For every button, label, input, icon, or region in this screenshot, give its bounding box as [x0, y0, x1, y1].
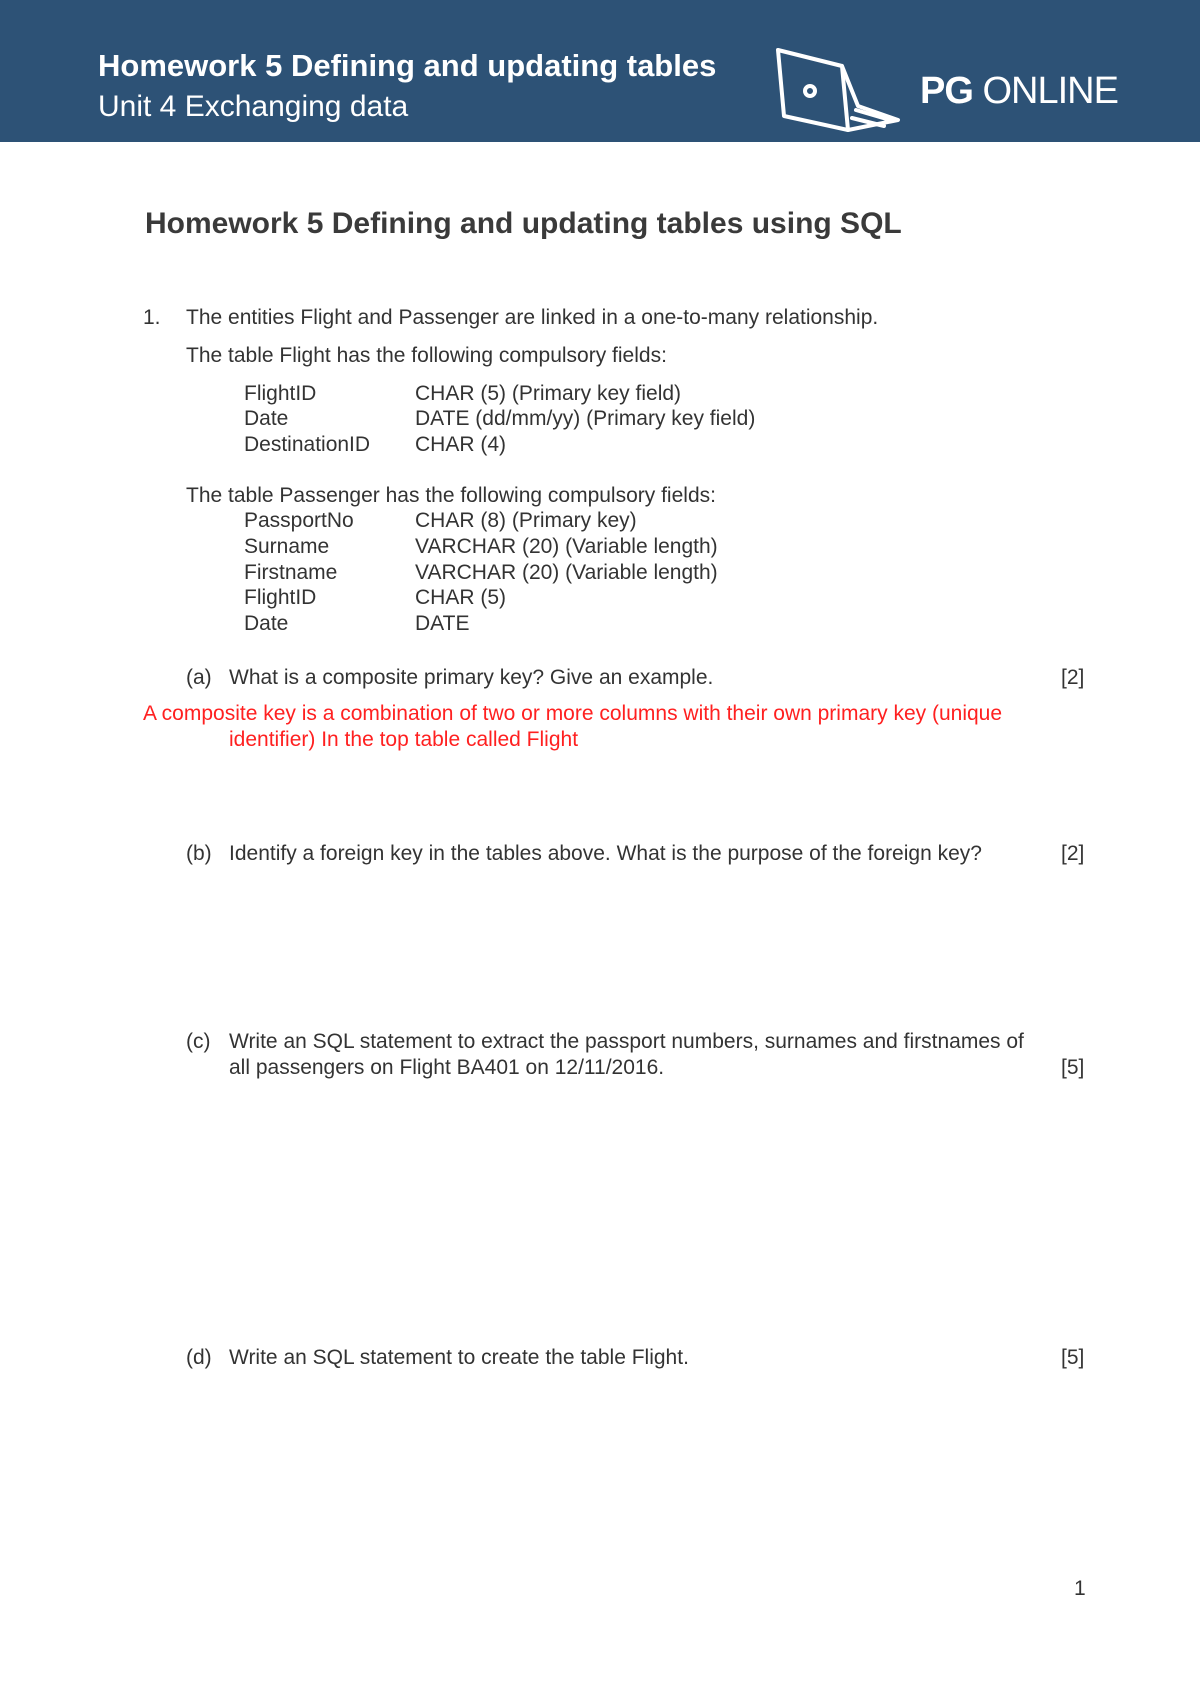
part-c-question-line2: all passengers on Flight BA401 on 12/11/2016.	[229, 1056, 665, 1079]
passenger-field-type: DATE	[415, 612, 470, 635]
page-number: 1	[1074, 1577, 1086, 1600]
part-a-label: (a)	[186, 666, 212, 689]
flight-field-type: CHAR (4)	[415, 433, 507, 456]
part-a-answer-line1: A composite key is a combination of two or more columns with their own primary key (unique	[143, 702, 1003, 725]
passenger-field-type: CHAR (8) (Primary key)	[415, 509, 637, 532]
header-subtitle: Unit 4 Exchanging data	[98, 90, 409, 123]
part-d-label: (d)	[186, 1346, 212, 1369]
logo-pg: PG	[920, 70, 973, 112]
passenger-field-name: FlightID	[244, 586, 317, 609]
part-d-marks: [5]	[1061, 1346, 1085, 1369]
logo-text	[920, 72, 1118, 110]
document-title: Homework 5 Defining and updating tables using SQL	[145, 207, 902, 240]
page-header	[0, 0, 1200, 142]
question-number: 1.	[143, 306, 161, 329]
flight-field-type: CHAR (5) (Primary key field)	[415, 382, 682, 405]
passenger-field-type: CHAR (5)	[415, 586, 507, 609]
passenger-field-type: VARCHAR (20) (Variable length)	[415, 561, 718, 584]
part-b-label: (b)	[186, 842, 212, 865]
passenger-table-intro: The table Passenger has the following compulsory fields:	[186, 484, 716, 507]
flight-field-name: Date	[244, 407, 289, 430]
part-c-question-line1: Write an SQL statement to extract the passport numbers, surnames and firstnames of	[229, 1030, 1024, 1053]
laptop-icon	[772, 46, 912, 136]
passenger-field-name: Date	[244, 612, 289, 635]
part-b-question: Identify a foreign key in the tables above. What is the purpose of the foreign key?	[229, 842, 982, 865]
part-a-answer-line2: identifier) In the top table called Flight	[229, 728, 579, 751]
passenger-field-name: PassportNo	[244, 509, 354, 532]
part-d-question: Write an SQL statement to create the table Flight.	[229, 1346, 689, 1369]
flight-field-name: DestinationID	[244, 433, 371, 456]
question-intro: The entities Flight and Passenger are linked in a one-to-many relationship.	[186, 306, 879, 329]
flight-field-type: DATE (dd/mm/yy) (Primary key field)	[415, 407, 756, 430]
flight-table-intro: The table Flight has the following compulsory fields:	[186, 344, 667, 367]
part-c-label: (c)	[186, 1030, 211, 1053]
passenger-field-type: VARCHAR (20) (Variable length)	[415, 535, 718, 558]
part-c-marks: [5]	[1061, 1056, 1085, 1079]
flight-field-name: FlightID	[244, 382, 317, 405]
header-title: Homework 5 Defining and updating tables	[98, 48, 717, 83]
passenger-field-name: Surname	[244, 535, 330, 558]
part-b-marks: [2]	[1061, 842, 1085, 865]
logo-online: ONLINE	[972, 70, 1118, 112]
part-a-marks: [2]	[1061, 666, 1085, 689]
part-a-question: What is a composite primary key? Give an example.	[229, 666, 714, 689]
passenger-field-name: Firstname	[244, 561, 338, 584]
